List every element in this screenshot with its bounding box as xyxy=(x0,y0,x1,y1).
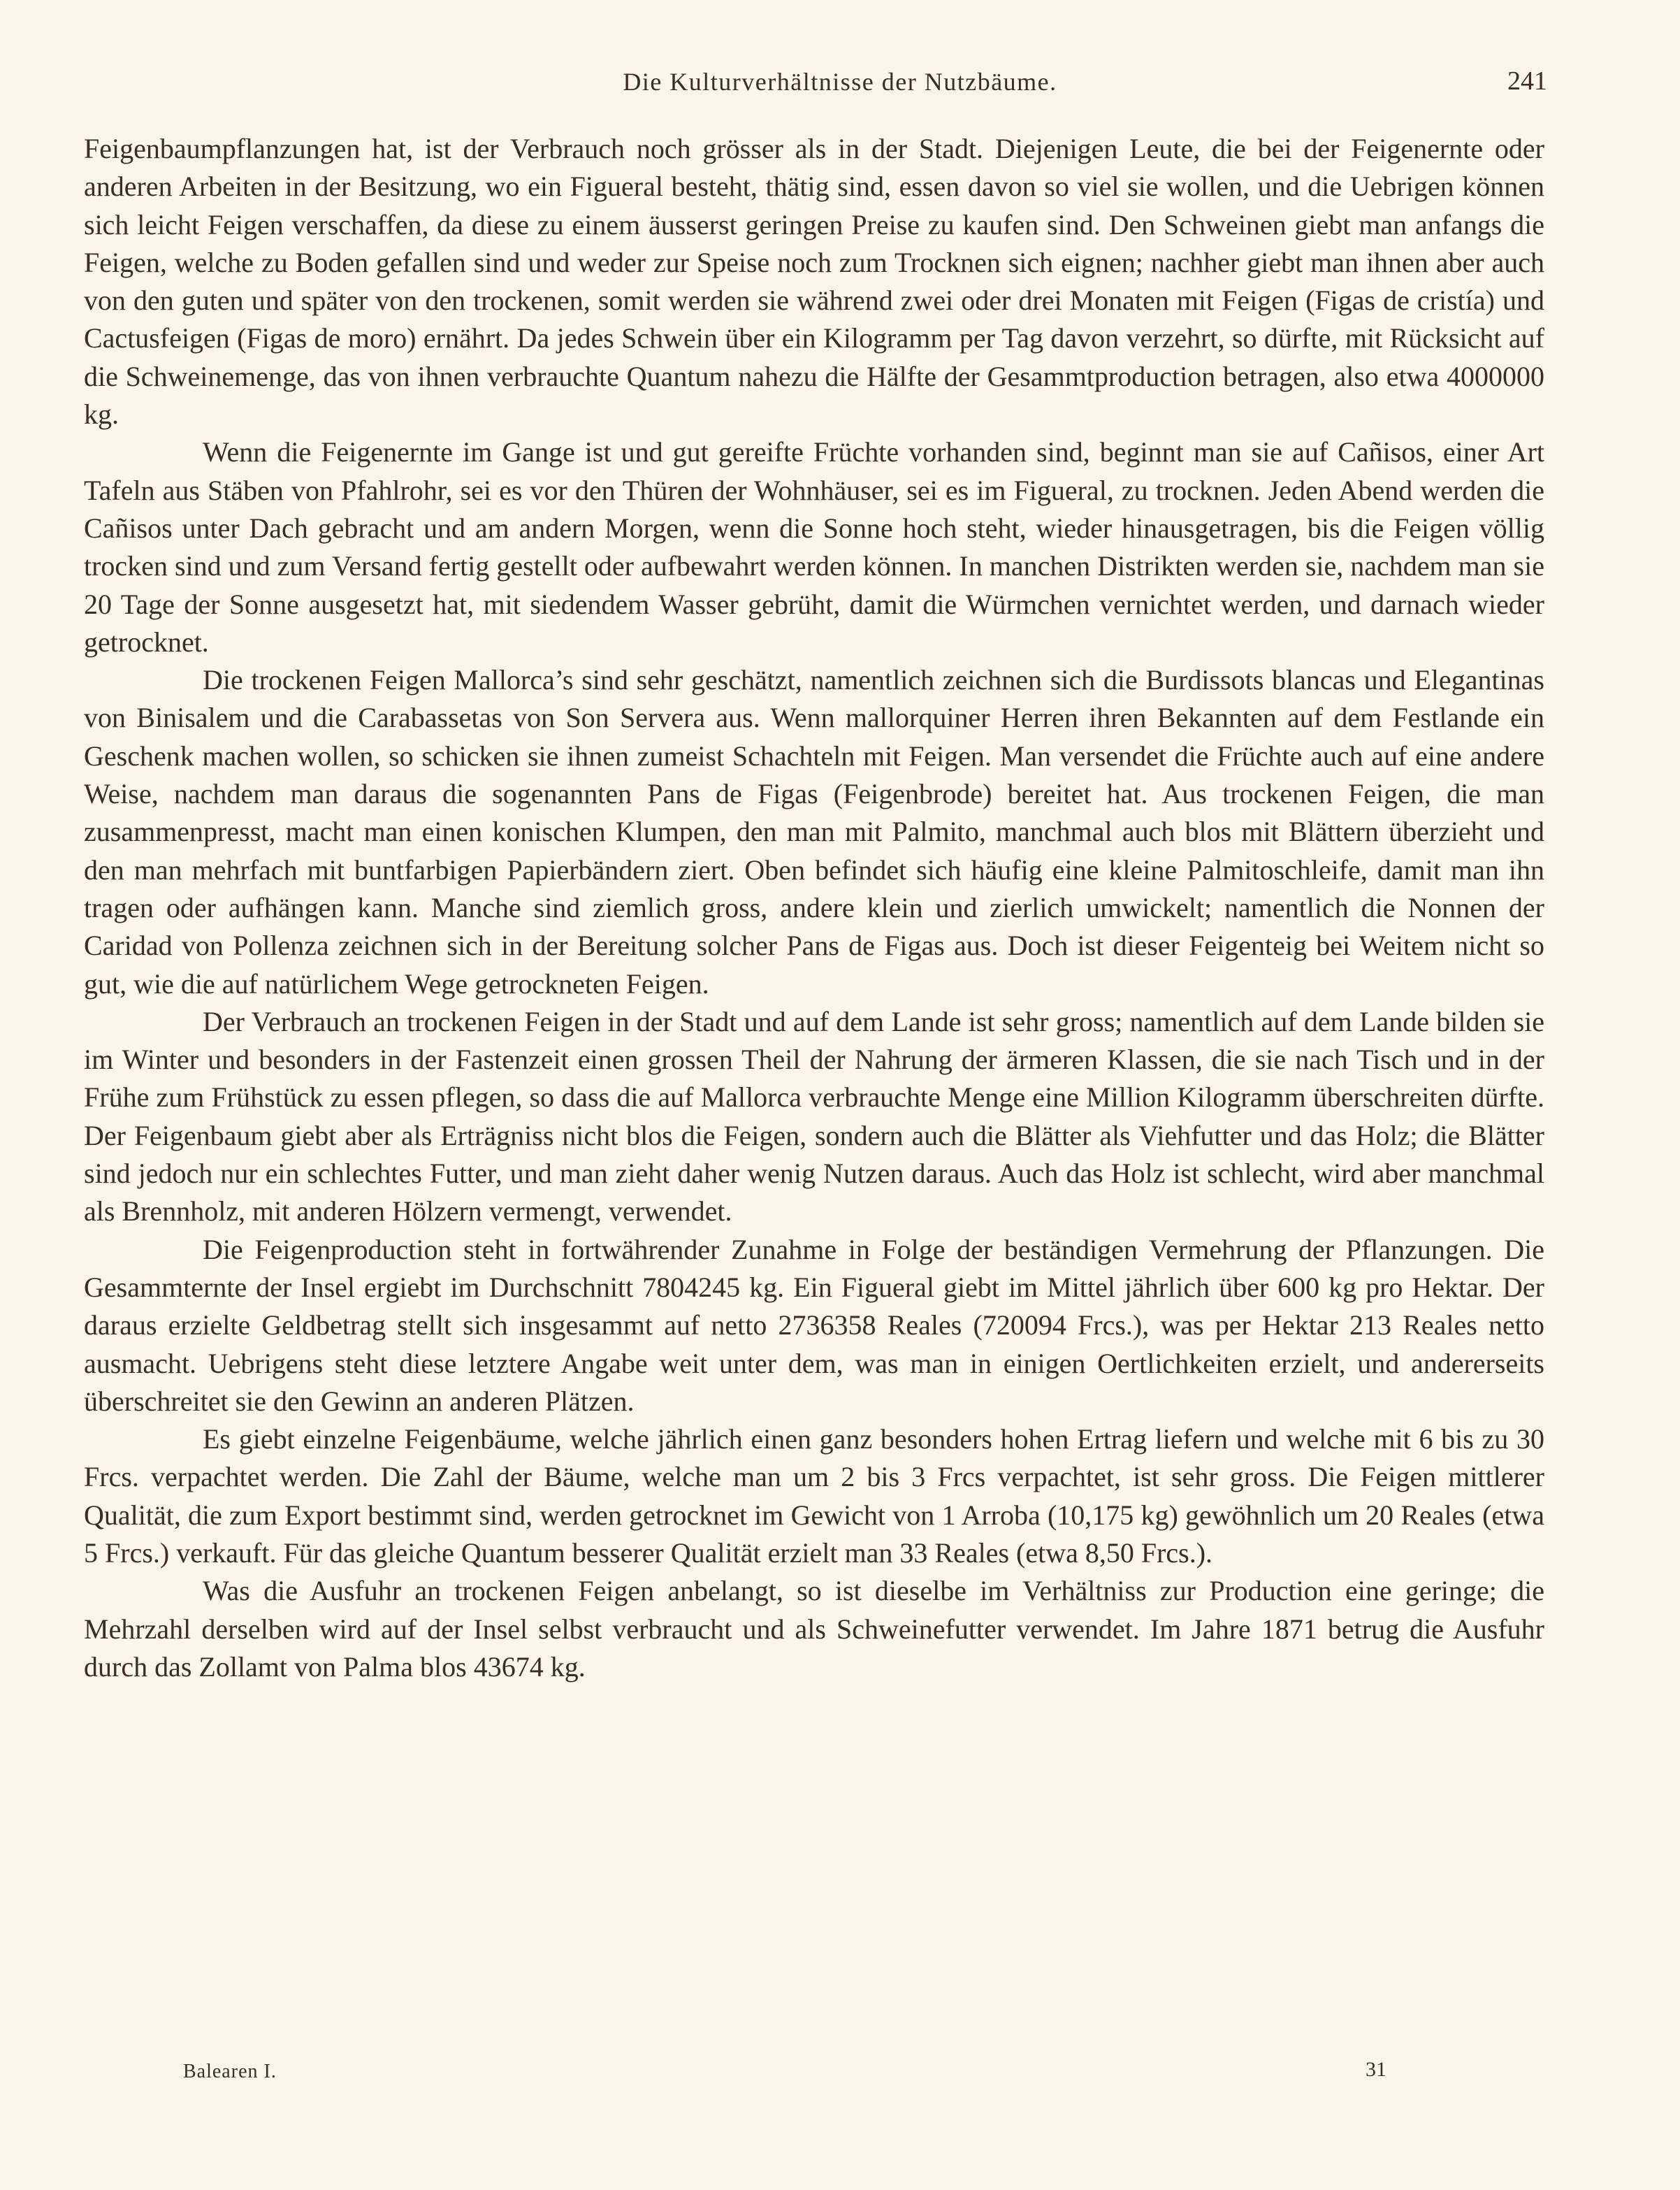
paragraph-7: Was die Ausfuhr an trockenen Feigen anbelangt, so ist dieselbe im Verhältniss zur Production eine geringe; die Mehrzahl derselben wird auf der Insel selbst verbraucht und als Schweinefutter verwendet. Im Jahre 1871 betrug die Ausfuhr durch das Zollamt von Palma blos 43674 kg. xyxy=(84,1575,1544,1683)
paragraph-2: Wenn die Feigenernte im Gange ist und gut gereifte Früchte vorhanden sind, beginnt man sie auf Cañisos, einer Art Tafeln aus Stäben von Pfahlrohr, sei es vor den Thüren der Wohnhäuser, sei es im Figueral, zu trocknen. Jeden Abend werden die Cañisos unter Dach gebracht und am andern Morgen, wenn die Sonne hoch steht, wieder hinausgetragen, bis die Feigen völlig trocken sind und zum Versand fertig gestellt oder aufbewahrt werden können. In manchen Distrikten werden sie, nachdem man sie 20 Tage der Sonne ausgesetzt hat, mit siedendem Wasser gebrüht, damit die Würmchen vernichtet werden, und darnach wieder getrocknet. xyxy=(84,436,1544,658)
sheet-number: 31 xyxy=(1366,2058,1386,2081)
paragraph-3: Die trockenen Feigen Mallorca’s sind sehr geschätzt, namentlich zeichnen sich die Burdissots blancas und Elegantinas von Binisalem und die Carabassetas von Son Servera aus. Wenn mallorquiner Herren ihren Bekannten auf dem Festlande ein Geschenk machen wollen, so schicken sie ihnen zumeist Schachteln mit Feigen. Man versendet die Früchte auch auf eine andere Weise, nachdem man daraus die sogenannten Pans de Figas (Feigenbrode) bereitet hat. Aus trockenen Feigen, die man zusammenpresst, macht man einen konischen Klumpen, den man mit Palmito, manchmal auch blos mit Blättern überzieht und den man mehrfach mit buntfarbigen Papierbändern ziert. Oben befindet sich häufig eine kleine Palmitoschleife, damit man ihn tragen oder aufhängen kann. Manche sind ziemlich gross, andere klein und zierlich umwickelt; namentlich die Nonnen der Caridad von Pollenza zeichnen sich in der Bereitung solcher Pans de Figas aus. Doch ist dieser Feigenteig bei Weitem nicht so gut, wie die auf natürlichem Wege getrockneten Feigen. xyxy=(84,664,1544,1000)
page-number: 241 xyxy=(1507,66,1547,96)
running-title: Die Kulturverhältnisse der Nutzbäume. xyxy=(623,68,1057,96)
running-head xyxy=(0,67,1680,102)
printer-signature: Balearen I. xyxy=(183,2061,277,2082)
body-text xyxy=(84,130,1544,1686)
paragraph-6: Es giebt einzelne Feigenbäume, welche jährlich einen ganz besonders hohen Ertrag liefern und welche mit 6 bis zu 30 Frcs. verpachtet werden. Die Zahl der Bäume, welche man um 2 bis 3 Frcs verpachtet, ist sehr gross. Die Feigen mittlerer Qualität, die zum Export bestimmt sind, werden getrocknet im Gewicht von 1 Arroba (10,175 kg) gewöhnlich um 20 Reales (etwa 5 Frcs.) verkauft. Für das gleiche Quantum besserer Qualität erzielt man 33 Reales (etwa 8,50 Frcs.). xyxy=(84,1423,1544,1569)
paragraph-5: Die Feigenproduction steht in fortwährender Zunahme in Folge der beständigen Vermehrung der Pflanzungen. Die Gesammternte der Insel ergiebt im Durchschnitt 7804245 kg. Ein Figueral giebt im Mittel jährlich über 600 kg pro Hektar. Der daraus erzielte Geldbetrag stellt sich insgesammt auf netto 2736358 Reales (720094 Frcs.), was per Hektar 213 Reales netto ausmacht. Uebrigens steht diese letztere Angabe weit unter dem, was man in einigen Oertlichkeiten erzielt, und andererseits überschreitet sie den Gewinn an anderen Plätzen. xyxy=(84,1233,1544,1417)
paragraph-4: Der Verbrauch an trockenen Feigen in der Stadt und auf dem Lande ist sehr gross; namentlich auf dem Lande bilden sie im Winter und besonders in der Fastenzeit einen grossen Theil der Nahrung der ärmeren Klassen, die sie nach Tisch und in der Frühe zum Frühstück zu essen pflegen, so dass die auf Mallorca verbrauchte Menge eine Million Kilogramm überschreiten dürfte. Der Feigenbaum giebt aber als Erträgniss nicht blos die Feigen, sondern auch die Blätter als Viehfutter und das Holz; die Blätter sind jedoch nur ein schlechtes Futter, und man zieht daher wenig Nutzen daraus. Auch das Holz ist schlecht, wird aber manchmal als Brennholz, mit anderen Hölzern vermengt, verwendet. xyxy=(84,1005,1544,1227)
paragraph-1: Feigenbaumpflanzungen hat, ist der Verbrauch noch grösser als in der Stadt. Diejenigen Leute, die bei der Feigenernte oder anderen Arbeiten in der Besitzung, wo ein Figueral besteht, thätig sind, essen davon so viel sie wollen, und die Uebrigen können sich leicht Feigen verschaffen, da diese zu einem äusserst geringen Preise zu kaufen sind. Den Schweinen giebt man anfangs die Feigen, welche zu Boden gefallen sind und weder zur Speise noch zum Trocknen sich eignen; nachher giebt man ihnen aber auch von den guten und später von den trockenen, somit werden sie während zwei oder drei Monaten mit Feigen (Figas de cristía) und Cactusfeigen (Figas de moro) ernährt. Da jedes Schwein über ein Kilogramm per Tag davon verzehrt, so dürfte, mit Rücksicht auf die Schweinemenge, das von ihnen verbrauchte Quantum nahezu die Hälfte der Gesammtproduction betragen, also etwa 4000000 kg. xyxy=(84,133,1544,431)
page-footer xyxy=(0,2058,1680,2089)
